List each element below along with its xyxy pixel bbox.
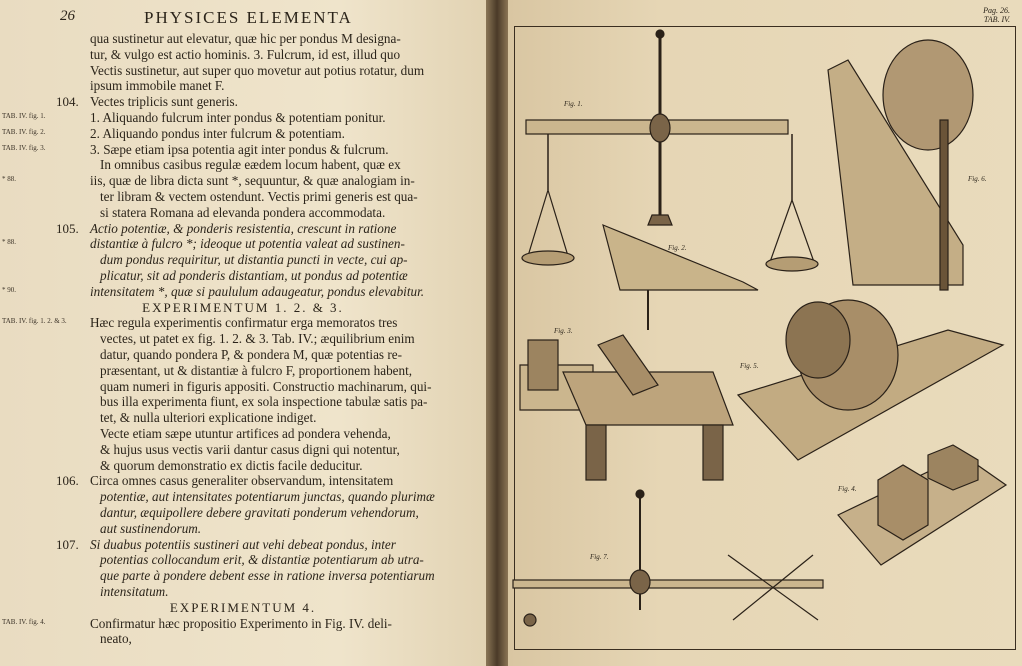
- text-page: [0, 0, 486, 666]
- fig-5-label: Fig. 5.: [740, 362, 759, 370]
- line-text: bus illa experimenta fiunt, ex sola inspectione tabulæ satis pa-: [100, 394, 428, 410]
- line-text: potentiæ, aut intensitates potentiarum junctas, quando plurimæ: [100, 489, 435, 505]
- text-line: [0, 77, 486, 94]
- margin-note: TAB. IV. fig. 4.: [2, 617, 46, 626]
- margin-note: * 88.: [2, 175, 16, 184]
- line-text: Actio potentiæ, & ponderis resistentia, crescunt in ratione: [90, 220, 397, 236]
- line-text: plicatur, sit ad ponderis distantiam, ut pondus ad potentiæ: [100, 268, 408, 283]
- fig6-wheel-drawing: [828, 40, 973, 290]
- text-line: [0, 141, 486, 158]
- text-line: [0, 156, 486, 173]
- text-line: [0, 283, 486, 300]
- text-line: [0, 251, 486, 268]
- line-text: intensitatum.: [100, 584, 169, 599]
- text-line: [0, 188, 486, 205]
- page-number: 26: [60, 8, 75, 24]
- line-text: præsentant, ut & distantiæ à fulcro F, proportionem habent,: [100, 362, 413, 378]
- margin-note: * 90.: [2, 285, 16, 294]
- line-text: In omnibus casibus regulæ eædem locum habent, quæ ex: [100, 157, 401, 173]
- fig2-lever-drawing: [603, 225, 758, 330]
- text-line: [0, 172, 486, 189]
- text-line: [0, 204, 486, 221]
- text-line: [0, 220, 486, 237]
- text-line: [0, 346, 486, 363]
- line-text: Hæc regula experimentis confirmatur erga memoratos tres: [90, 315, 398, 331]
- text-line: [0, 425, 486, 442]
- text-line: [0, 472, 486, 489]
- page-header: [60, 8, 470, 30]
- text-line: [0, 615, 486, 632]
- line-text: Vecte etiam sæpe utuntur artifices ad pondera vehenda,: [100, 426, 391, 441]
- text-line: [0, 267, 486, 284]
- line-text: quam numeri in figuris appositi. Constructio machinarum, qui-: [100, 378, 432, 394]
- line-text: 2. Aliquando pondus inter fulcrum & potentiam.: [90, 125, 345, 141]
- fig-3-label: Fig. 3.: [554, 327, 573, 335]
- line-text: aut sustinendorum.: [100, 520, 202, 536]
- line-text: que parte à pondere debent esse in ratione inversa potentiarum: [100, 568, 435, 584]
- section-number: 105.: [56, 220, 79, 236]
- text-line: [0, 504, 486, 521]
- text-line: [0, 551, 486, 568]
- fig7-lever-drawing: [513, 490, 823, 626]
- text-line: [0, 583, 486, 600]
- margin-note: TAB. IV. fig. 3.: [2, 143, 46, 152]
- line-text: tur, & vulgo est actio hominis. 3. Fulcrum, id est, illud quo: [90, 46, 401, 62]
- fig3-table-drawing: [520, 335, 733, 480]
- line-text: 1. Aliquando fulcrum inter pondus & potentiam ponitur.: [90, 110, 386, 125]
- fig-2-label: Fig. 2.: [668, 244, 687, 252]
- plate-tab-ref: TAB. IV.: [983, 15, 1010, 24]
- fig1-balance-drawing: [522, 30, 818, 271]
- fig-6-label: Fig. 6.: [968, 175, 987, 183]
- fig-1-label: Fig. 1.: [564, 100, 583, 108]
- fig5-roller-drawing: [738, 300, 1003, 460]
- line-text: ipsum immobile manet F.: [90, 78, 225, 94]
- engraving-plate: [508, 0, 1022, 666]
- line-text: tet, & nulla ulteriori explicatione indiget.: [100, 410, 317, 426]
- text-line: [0, 393, 486, 410]
- line-text: & quorum demonstratio ex dictis facile deducitur.: [100, 457, 363, 473]
- text-line: [0, 46, 486, 63]
- line-text: Si duabus potentiis sustineri aut vehi debeat pondus, inter: [90, 536, 396, 552]
- plate-page: [508, 0, 1022, 666]
- line-text: ter libram & vectem ostendunt. Vectis primi generis est qua-: [100, 189, 418, 204]
- plate-page-ref: Pag. 26.: [983, 6, 1010, 15]
- section-number: 104.: [56, 94, 79, 110]
- line-text: & hujus usus vectis varii dantur casus digni qui notentur,: [100, 441, 400, 457]
- line-text: distantiæ à fulcro *; ideoque ut potentia valeat ad sustinen-: [90, 236, 405, 252]
- line-text: intensitatem *, quæ si paululum adaugeatur, pondus elevabitur.: [90, 283, 425, 299]
- margin-note: * 88.: [2, 238, 16, 247]
- text-line: [0, 30, 486, 47]
- text-line: [0, 567, 486, 584]
- text-line: [0, 362, 486, 379]
- line-text: dum pondus requiritur, ut distantia puncti in vecte, cui ap-: [100, 252, 408, 268]
- margin-note: TAB. IV. fig. 1. 2. & 3.: [2, 317, 67, 326]
- text-line: [0, 314, 486, 331]
- text-line: [0, 630, 486, 647]
- line-text: potentias collocandum erit, & distantiæ potentiarum ab utra-: [100, 552, 424, 568]
- line-text: EXPERIMENTUM 4.: [169, 599, 317, 615]
- line-text: vectes, ut patet ex fig. 1. 2. & 3. Tab. IV.; æquilibrium enim: [100, 331, 415, 347]
- text-line: [0, 330, 486, 347]
- text-line: [0, 93, 486, 110]
- section-heading: [0, 299, 486, 316]
- section-heading: [0, 599, 486, 616]
- text-line: [0, 457, 486, 474]
- text-line: [0, 409, 486, 426]
- line-text: EXPERIMENTUM 1. 2. & 3.: [142, 299, 344, 315]
- text-line: [0, 441, 486, 458]
- margin-note: TAB. IV. fig. 2.: [2, 127, 46, 136]
- fig-7-label: Fig. 7.: [590, 553, 609, 561]
- line-text: neato,: [100, 631, 132, 647]
- running-head: PHYSICES ELEMENTA: [144, 8, 353, 27]
- line-text: 3. Sæpe etiam ipsa potentia agit inter pondus & fulcrum.: [90, 141, 389, 157]
- line-text: Circa omnes casus generaliter observandum, intensitatem: [90, 473, 394, 489]
- line-text: Confirmatur hæc propositio Experimento in Fig. IV. deli-: [90, 615, 392, 631]
- section-number: 107.: [56, 536, 79, 552]
- line-text: Vectes triplicis sunt generis.: [90, 94, 238, 110]
- line-text: qua sustinetur aut elevatur, quæ hic per pondus M designa-: [90, 31, 401, 46]
- line-text: iis, quæ de libra dicta sunt *, sequuntur, & quæ analogiam in-: [90, 173, 415, 189]
- margin-note: TAB. IV. fig. 1.: [2, 112, 46, 120]
- text-line: [0, 109, 486, 126]
- line-text: si statera Romana ad elevanda pondera accommodata.: [100, 204, 386, 220]
- line-text: dantur, æquipollere debere gravitati ponderum vehendorum,: [100, 505, 419, 520]
- line-text: datur, quando pondera P, & pondera M, quæ potentias re-: [100, 347, 402, 362]
- fig4-blocks-drawing: [838, 445, 1006, 565]
- text-line: [0, 488, 486, 505]
- text-line: [0, 536, 486, 553]
- fig-4-label: Fig. 4.: [838, 485, 857, 493]
- text-line: [0, 520, 486, 537]
- text-line: [0, 235, 486, 252]
- text-line: [0, 125, 486, 142]
- text-line: [0, 62, 486, 79]
- line-text: Vectis sustinetur, aut super quo movetur aut potius rotatur, dum: [90, 62, 425, 78]
- book-gutter: [486, 0, 508, 666]
- section-number: 106.: [56, 473, 79, 489]
- text-line: [0, 378, 486, 395]
